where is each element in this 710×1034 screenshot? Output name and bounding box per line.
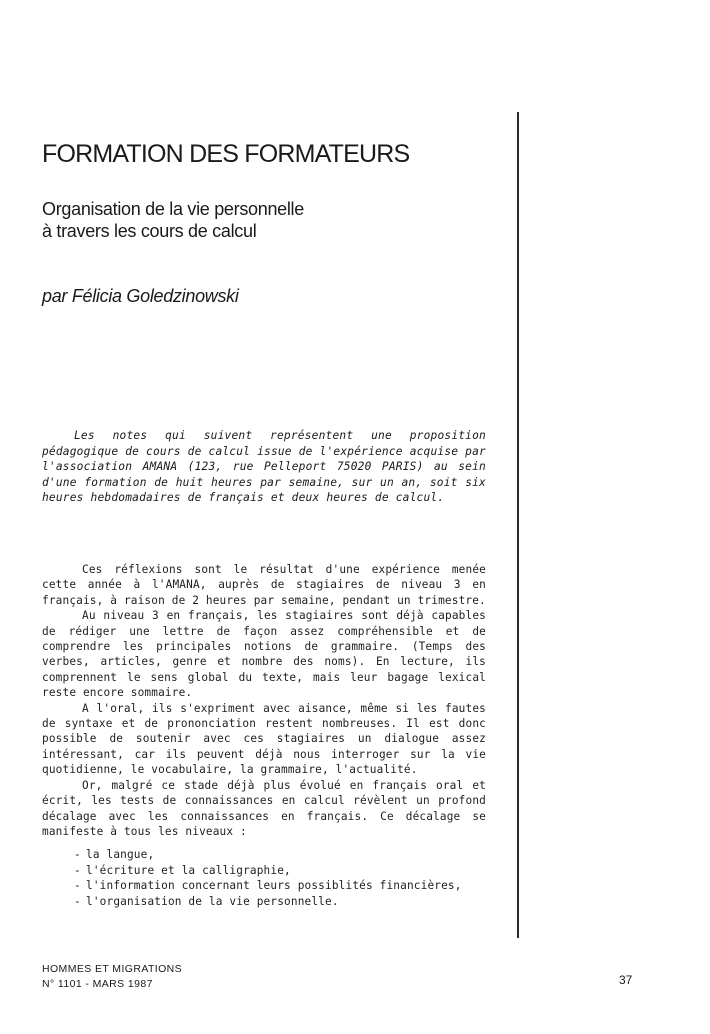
level-list — [42, 847, 486, 909]
journal-footer — [42, 962, 182, 992]
article-title: FORMATION DES FORMATEURS — [42, 140, 410, 168]
article-body — [42, 562, 486, 909]
list-item: - la langue, — [74, 847, 486, 862]
issue-info: N° 1101 - MARS 1987 — [42, 978, 153, 990]
subtitle-line: à travers les cours de calcul — [42, 221, 257, 241]
page-number: 37 — [619, 973, 633, 987]
journal-name: HOMMES ET MIGRATIONS — [42, 963, 183, 975]
list-item: - l'organisation de la vie personnelle. — [74, 894, 486, 909]
body-paragraph: Or, malgré ce stade déjà plus évolué en français oral et écrit, les tests de connaissances en calcul révèlent un profond décalage avec les connaissances en français. Ce décalage se manifeste à tous les niveaux : — [42, 778, 486, 838]
list-item: - l'écriture et la calligraphie, — [74, 863, 486, 878]
body-paragraph: A l'oral, ils s'expriment avec aisance, même si les fautes de syntaxe et de prononciation restent nombreuses. Il est donc possible de soutenir avec ces stagiaires un dialogue assez intéressant, car ils peuvent déjà nous interroger sur la vie quotidienne, le vocabulaire, la grammaire, l'actualité. — [42, 701, 486, 777]
body-paragraph: Au niveau 3 en français, les stagiaires sont déjà capables de rédiger une lettre de façon assez compréhensible et de comprendre les principales notions de grammaire. (Temps des verbes, articles, genre et nombre des noms). En lecture, ils comprennent le sens global du texte, mais leur bagage lexical reste encore sommaire. — [42, 609, 486, 700]
list-item: - l'information concernant leurs possiblités financières, — [74, 878, 486, 893]
body-paragraph: Ces réflexions sont le résultat d'une expérience menée cette année à l'AMANA, auprès de stagiaires de niveau 3 en français, à raison de 2 heures par semaine, pendant un trimestre. — [42, 563, 486, 607]
vertical-rule — [517, 112, 519, 938]
subtitle-line: Organisation de la vie personnelle — [42, 199, 304, 219]
author-byline: par Félicia Goledzinowski — [42, 286, 239, 306]
article-subtitle — [42, 198, 482, 242]
intro-text: Les notes qui suivent représentent une proposition pédagogique de cours de calcul issue de l'expérience acquise par l'association AMANA (123, rue Pelleport 75020 PARIS) au sein d'une formation de huit heures par semaine, sur un an, soit six heures hebdomadaires de français et deux heures de calcul. — [42, 429, 486, 505]
intro-note — [42, 428, 486, 506]
